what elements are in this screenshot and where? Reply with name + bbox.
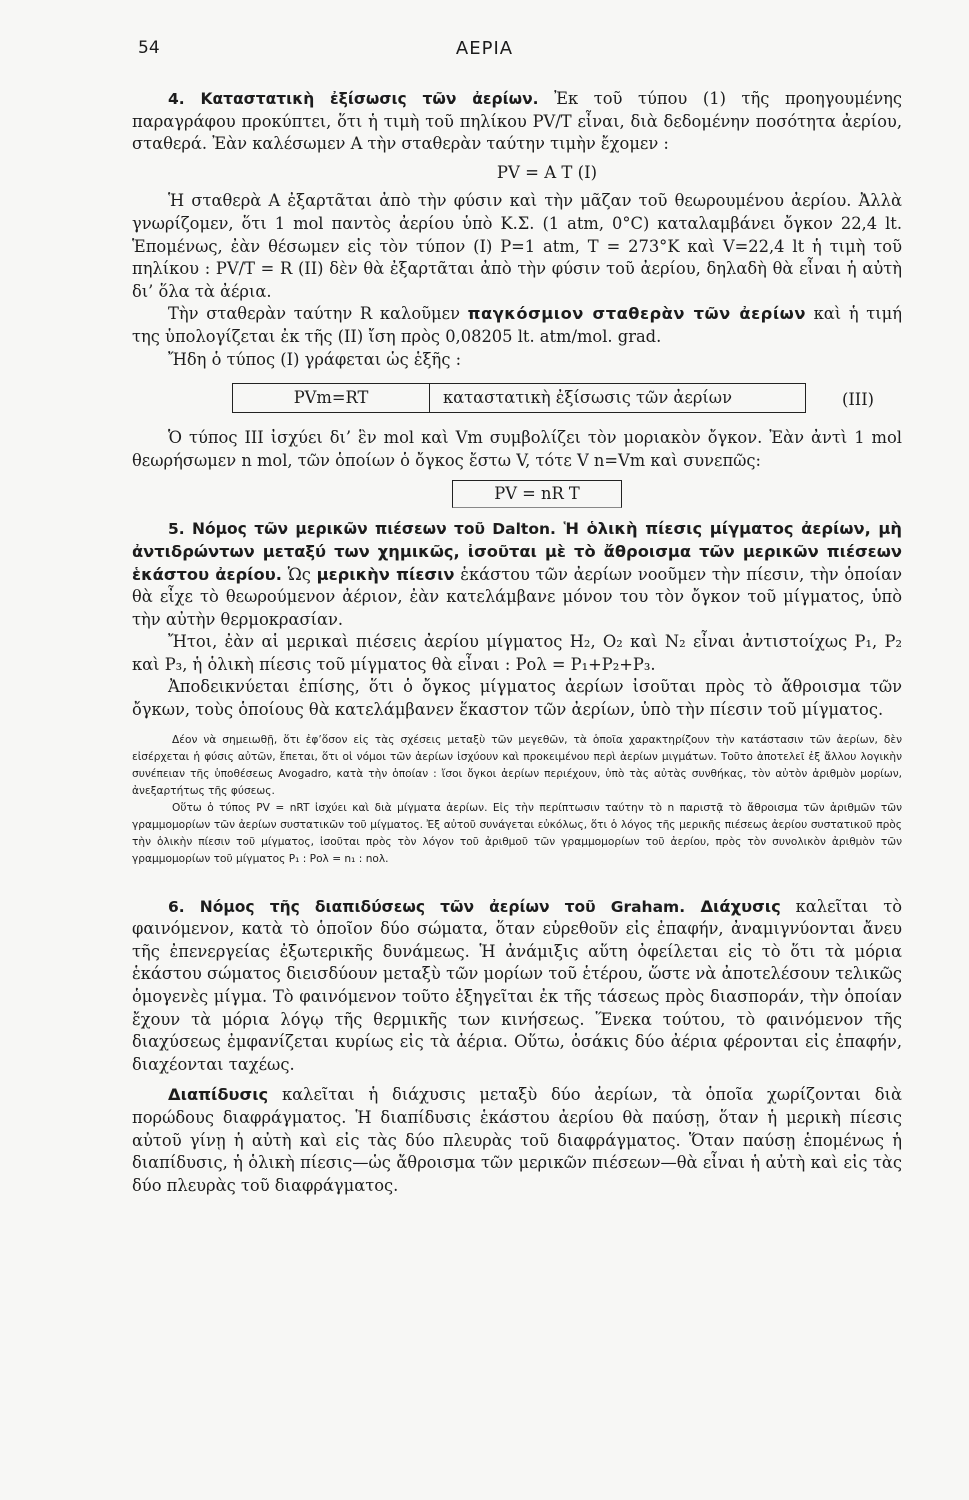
term-effusion: Διαπίδυσις xyxy=(168,1085,269,1105)
page-header xyxy=(0,38,969,68)
text-segment: Τὴν σταθερὰν ταύτην R καλοῦμεν xyxy=(168,304,468,324)
equation-3-box xyxy=(232,383,806,413)
section-4-intro: Ἐκ τοῦ τύπου (1) τῆς προηγουμένης παραγράφου προκύπτει, ὅτι ἡ τιμὴ τοῦ πηλίκου PV/T εἶναι, διὰ δεδομένην ποσότητα ἀερίου, σταθερά. Ἐὰν καλέσωμεν A τὴν σταθερὰν ταύτην τιμὴν ἔχομεν : xyxy=(132,89,902,154)
section-6-paragraph xyxy=(132,896,902,1077)
equation-3-number: (III) xyxy=(842,390,874,410)
footnote-block xyxy=(132,732,902,868)
paragraph-partial-pressures: Ἤτοι, ἐὰν αἱ μερικαὶ πιέσεις ἀερίου μίγματος H₂, O₂ καὶ N₂ εἶναι ἀντιστοίχως P₁, P₂ καὶ P₃, ἡ ὁλικὴ πίεσις τοῦ μίγματος θὰ εἶναι : Pολ = P₁+P₂+P₃. xyxy=(132,632,902,674)
text-segment: καλεῖται τὸ φαινόμενον, κατὰ τὸ ὁποῖον δύο σώματα, ὅταν εὑρεθοῦν εἰς ἐπαφήν, ἀναμιγνύονται ἄνευ τῆς ἐπενεργείας ἐξωτερικῆς δυνάμεως. Ἡ ἀνάμιξις αὕτη ὀφείλεται εἰς τὸ ὅτι τὰ μόρια ἑκάστου σώματος διεισδύουν μεταξὺ τῶν μορίων τοῦ ἑτέρου, ὥστε νὰ ἀποτελέσουν τελικῶς ὁμογενὲς μίγμα. Τὸ φαινόμενον τοῦτο ἐξηγεῖται ἐκ τῆς τάσεως πρὸς διασποράν, τὴν ὁποίαν ἔχουν τὰ μόρια λόγῳ τῆς θερμικῆς των κινήσεως. Ἕνεκα τούτου, τὸ φαινόμενον τῆς διαχύσεως ἐμφανίζεται κυρίως εἰς τὰ ἀέρια. Οὕτω, ὁσάκις δύο ἀέρια φέρονται εἰς ἐπαφήν, διαχέονται ταχέως. xyxy=(132,896,902,1074)
paragraph-effusion xyxy=(132,1084,902,1197)
equation-4-box: PV = nR T xyxy=(452,480,622,508)
equation-3-row xyxy=(132,383,902,417)
paragraph-universal-constant xyxy=(132,303,902,348)
running-title: ΑΕΡΙΑ xyxy=(455,38,514,59)
term-universal-gas-constant: παγκόσμιον σταθερὰν τῶν ἀερίων xyxy=(467,304,806,324)
text-segment: καὶ ἡ τιμή της ὑπολογίζεται ἐκ τῆς (II) ἴση πρὸς 0,08205 lt. atm/mol. grad. xyxy=(132,304,903,346)
text-segment: Ὡς xyxy=(281,564,317,584)
dalton-law-statement: Ἡ ὁλικὴ πίεσις μίγματος ἀερίων, μὴ ἀντιδρώντων μεταξύ των χημικῶς, ἰσοῦται μὲ τὸ ἄθροισμα τῶν μερικῶν πιέσεων ἑκάστου ἀερίου. xyxy=(132,519,902,584)
note-2: Οὕτω ὁ τύπος PV = nRT ἰσχύει καὶ διὰ μίγματα ἀερίων. Εἰς τὴν περίπτωσιν ταύτην τὸ n παριστᾷ τὸ ἄθροισμα τῶν ἀριθμῶν τῶν γραμμομορίων τῶν ἀερίων συστατικῶν τοῦ μίγματος. Ἐξ αὐτοῦ συνάγεται εὐκόλως, ὅτι ὁ λόγος τῆς μερικῆς πιέσεως ἀερίου συστατικοῦ πρὸς τὴν ὁλικὴν πίεσιν τοῦ μίγματος, ἰσοῦται πρὸς τὸν λόγον τοῦ ἀριθμοῦ τῶν γραμμομορίων τοῦ ἀερίου, πρὸς τὸν συνολικὸν ἀριθμὸν τῶν γραμμομορίων τοῦ μίγματος P₁ : Pολ = n₁ : nολ. xyxy=(132,801,902,865)
equation-4-row xyxy=(132,476,902,512)
equation-3-label: καταστατικὴ ἐξίσωσις τῶν ἀερίων xyxy=(443,388,732,408)
text-segment: καλεῖται ἡ διάχυσις μεταξὺ δύο ἀερίων, τὰ ὁποῖα χωρίζονται διὰ πορώδους διαφράγματος. Ἡ διαπίδυσις ἑκάστου ἀερίου θὰ παύσῃ, ὅταν ἡ μερικὴ πίεσις αὐτοῦ γίνῃ ἡ αὐτὴ καὶ εἰς τὰς δύο πλευρὰς τοῦ διαφράγματος. Ὅταν παύσῃ ἑπομένως ἡ διαπίδυσις, ἡ ὁλικὴ πίεσις—ὡς ἄθροισμα τῶν μερικῶν πιέσεων—θὰ εἶναι ἡ αὐτὴ καὶ εἰς τὰς δύο πλευρὰς τοῦ διαφράγματος. xyxy=(132,1085,902,1195)
section-5-heading: 5. Νόμος τῶν μερικῶν πιέσεων τοῦ Dalton. xyxy=(168,520,556,539)
main-text xyxy=(132,88,902,1197)
section-4-heading: 4. Καταστατικὴ ἐξίσωσις τῶν ἀερίων. xyxy=(168,90,539,108)
section-4-paragraph xyxy=(132,88,902,156)
text-segment: ἑκάστου τῶν ἀερίων νοοῦμεν τὴν πίεσιν, τὴν ὁποίαν θὰ εἶχε τὸ θεωρούμενον ἀέριον, ἐὰν κατελάμβανε μόνον του τὸν ὄγκον τοῦ μίγματος, ὑπὸ τὴν αὐτὴν θερμοκρασίαν. xyxy=(132,564,902,629)
term-partial-pressure: μερικὴν πίεσιν xyxy=(316,564,455,584)
note-1: Δέον νὰ σημειωθῇ, ὅτι ἐφ’ὅσον εἰς τὰς σχέσεις μεταξὺ τῶν μεγεθῶν, τὰ ὁποῖα χαρακτηρίζουν τὴν κατάστασιν τῶν ἀερίων, δὲν εἰσέρχεται ἡ φύσις αὐτῶν, ἕπεται, ὅτι οἱ νόμοι τῶν ἀερίων ἰσχύουν καὶ προκειμένου περὶ ἀερίων μιγμάτων. Τοῦτο ἀποτελεῖ ἐξ ἄλλου λογικὴν συνέπειαν τῆς ὑποθέσεως Avogadro, κατὰ τὴν ὁποίαν : ἴσοι ὄγκοι ἀερίων περιέχουν, ὑπὸ τὰς αὐτὰς συνθήκας, τὸν αὐτὸν ἀριθμὸν μορίων, ἀνεξαρτήτως τῆς φύσεως. xyxy=(132,733,902,797)
paragraph-formula-intro: Ἤδη ὁ τύπος (I) γράφεται ὡς ἑξῆς : xyxy=(168,349,462,369)
paragraph-constant-a: Ἡ σταθερὰ A ἐξαρτᾶται ἀπὸ τὴν φύσιν καὶ τὴν μᾶζαν τοῦ θεωρουμένου ἀερίου. Ἀλλὰ γνωρίζομεν, ὅτι 1 mol παντὸς ἀερίου ὑπὸ Κ.Σ. (1 atm, 0°C) καταλαμβάνει ὄγκον 22,4 lt. Ἑπομένως, ἐὰν θέσωμεν εἰς τὸν τύπον (I) P=1 atm, T = 273°K καὶ V=22,4 lt ἡ τιμὴ τοῦ πηλίκου : PV/T = R (II) δὲν θὰ ἐξαρτᾶται ἀπὸ τὴν φύσιν τοῦ ἀερίου, δηλαδὴ θὰ εἶναι ἡ αὐτὴ δι’ ὅλα τὰ ἀέρια. xyxy=(132,191,902,301)
page-number: 54 xyxy=(138,38,160,58)
section-5-paragraph xyxy=(132,518,902,631)
equation-1: PV = A T (I) xyxy=(496,162,598,182)
equation-3-formula: PVm=RT xyxy=(233,384,430,412)
section-6-heading: 6. Νόμος τῆς διαπιδύσεως τῶν ἀερίων τοῦ Graham. xyxy=(168,897,686,916)
term-diffusion: Διάχυσις xyxy=(685,896,781,916)
paragraph-molar-volume: Ὁ τύπος III ἰσχύει δι’ ἓν mol καὶ Vm συμβολίζει τὸν μοριακὸν ὄγκον. Ἐὰν ἀντὶ 1 mol θεωρήσωμεν n mol, τῶν ὁποίων ὁ ὄγκος ἔστω V, τότε V n=Vm καὶ συνεπῶς: xyxy=(132,428,902,470)
paragraph-volumes: Ἀποδεικνύεται ἐπίσης, ὅτι ὁ ὄγκος μίγματος ἀερίων ἰσοῦται πρὸς τὸ ἄθροισμα τῶν ὄγκων, τοὺς ὁποίους θὰ κατελάμβανεν ἕκαστον τῶν ἀερίων, ὑπὸ τὴν πίεσιν τοῦ μίγματος. xyxy=(132,677,902,720)
